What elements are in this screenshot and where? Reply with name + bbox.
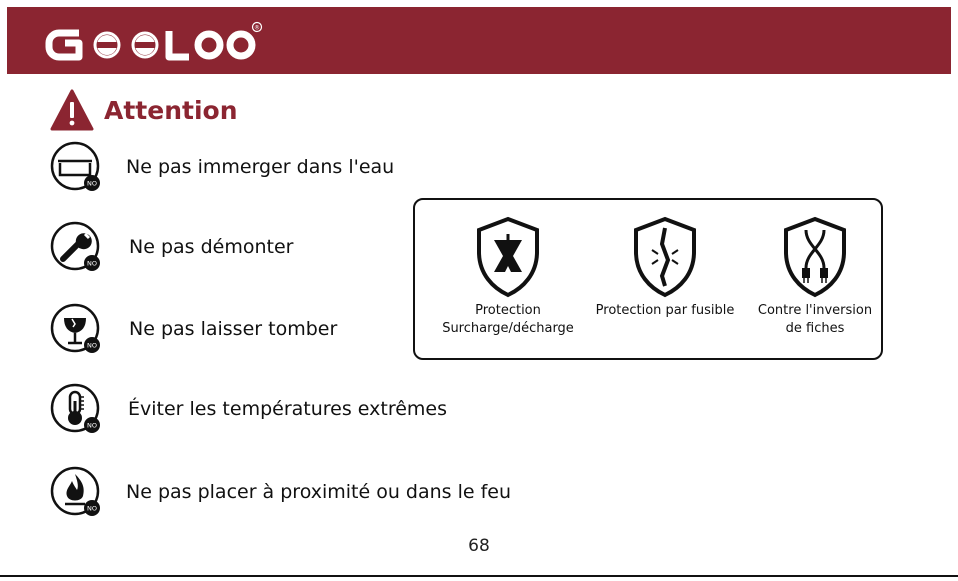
warning-row-water (50, 141, 394, 193)
fuse-shield-icon (632, 216, 698, 298)
protection-caption-2: de fiches (785, 321, 845, 336)
registered-mark: ® (254, 24, 260, 32)
gooloo-logo (45, 19, 265, 69)
no-badge: NO (87, 179, 97, 188)
brand-header (7, 7, 951, 74)
protection-caption-1: Contre l'inversion (757, 303, 873, 318)
warning-row-disassemble (50, 221, 293, 273)
warning-label: Ne pas placer à proximité ou dans le feu (126, 481, 512, 503)
protection-overload (433, 216, 583, 338)
thermometer-icon (50, 383, 102, 435)
warning-triangle-icon (50, 89, 94, 131)
protection-reverse (740, 216, 890, 338)
warning-label: Ne pas démonter (129, 236, 294, 258)
water-immersion-icon (50, 141, 102, 193)
protection-caption-1: Protection par fusible (595, 303, 735, 318)
no-badge: NO (87, 504, 97, 513)
no-badge: NO (87, 341, 97, 350)
protection-fuse (585, 216, 745, 320)
attention-heading (50, 88, 238, 132)
warning-label: Ne pas laisser tomber (129, 318, 338, 340)
protection-caption-2: Surcharge/décharge (442, 321, 574, 336)
warning-row-fire (50, 466, 511, 518)
warning-row-drop (50, 303, 337, 355)
no-badge: NO (87, 259, 97, 268)
warning-row-temperature (50, 383, 447, 435)
footer-divider (0, 575, 958, 577)
protection-panel (413, 198, 883, 360)
attention-title: Attention (104, 95, 238, 125)
page-number: 68 (468, 536, 490, 556)
overload-shield-icon (475, 216, 541, 298)
fragile-glass-icon (50, 303, 102, 355)
no-badge: NO (87, 421, 97, 430)
warning-label: Éviter les températures extrêmes (128, 398, 448, 420)
protection-caption-1: Protection (475, 303, 541, 318)
warning-label: Ne pas immerger dans l'eau (126, 156, 395, 178)
wrench-icon (50, 221, 102, 273)
fire-icon (50, 466, 102, 518)
reverse-plug-shield-icon (782, 216, 848, 298)
